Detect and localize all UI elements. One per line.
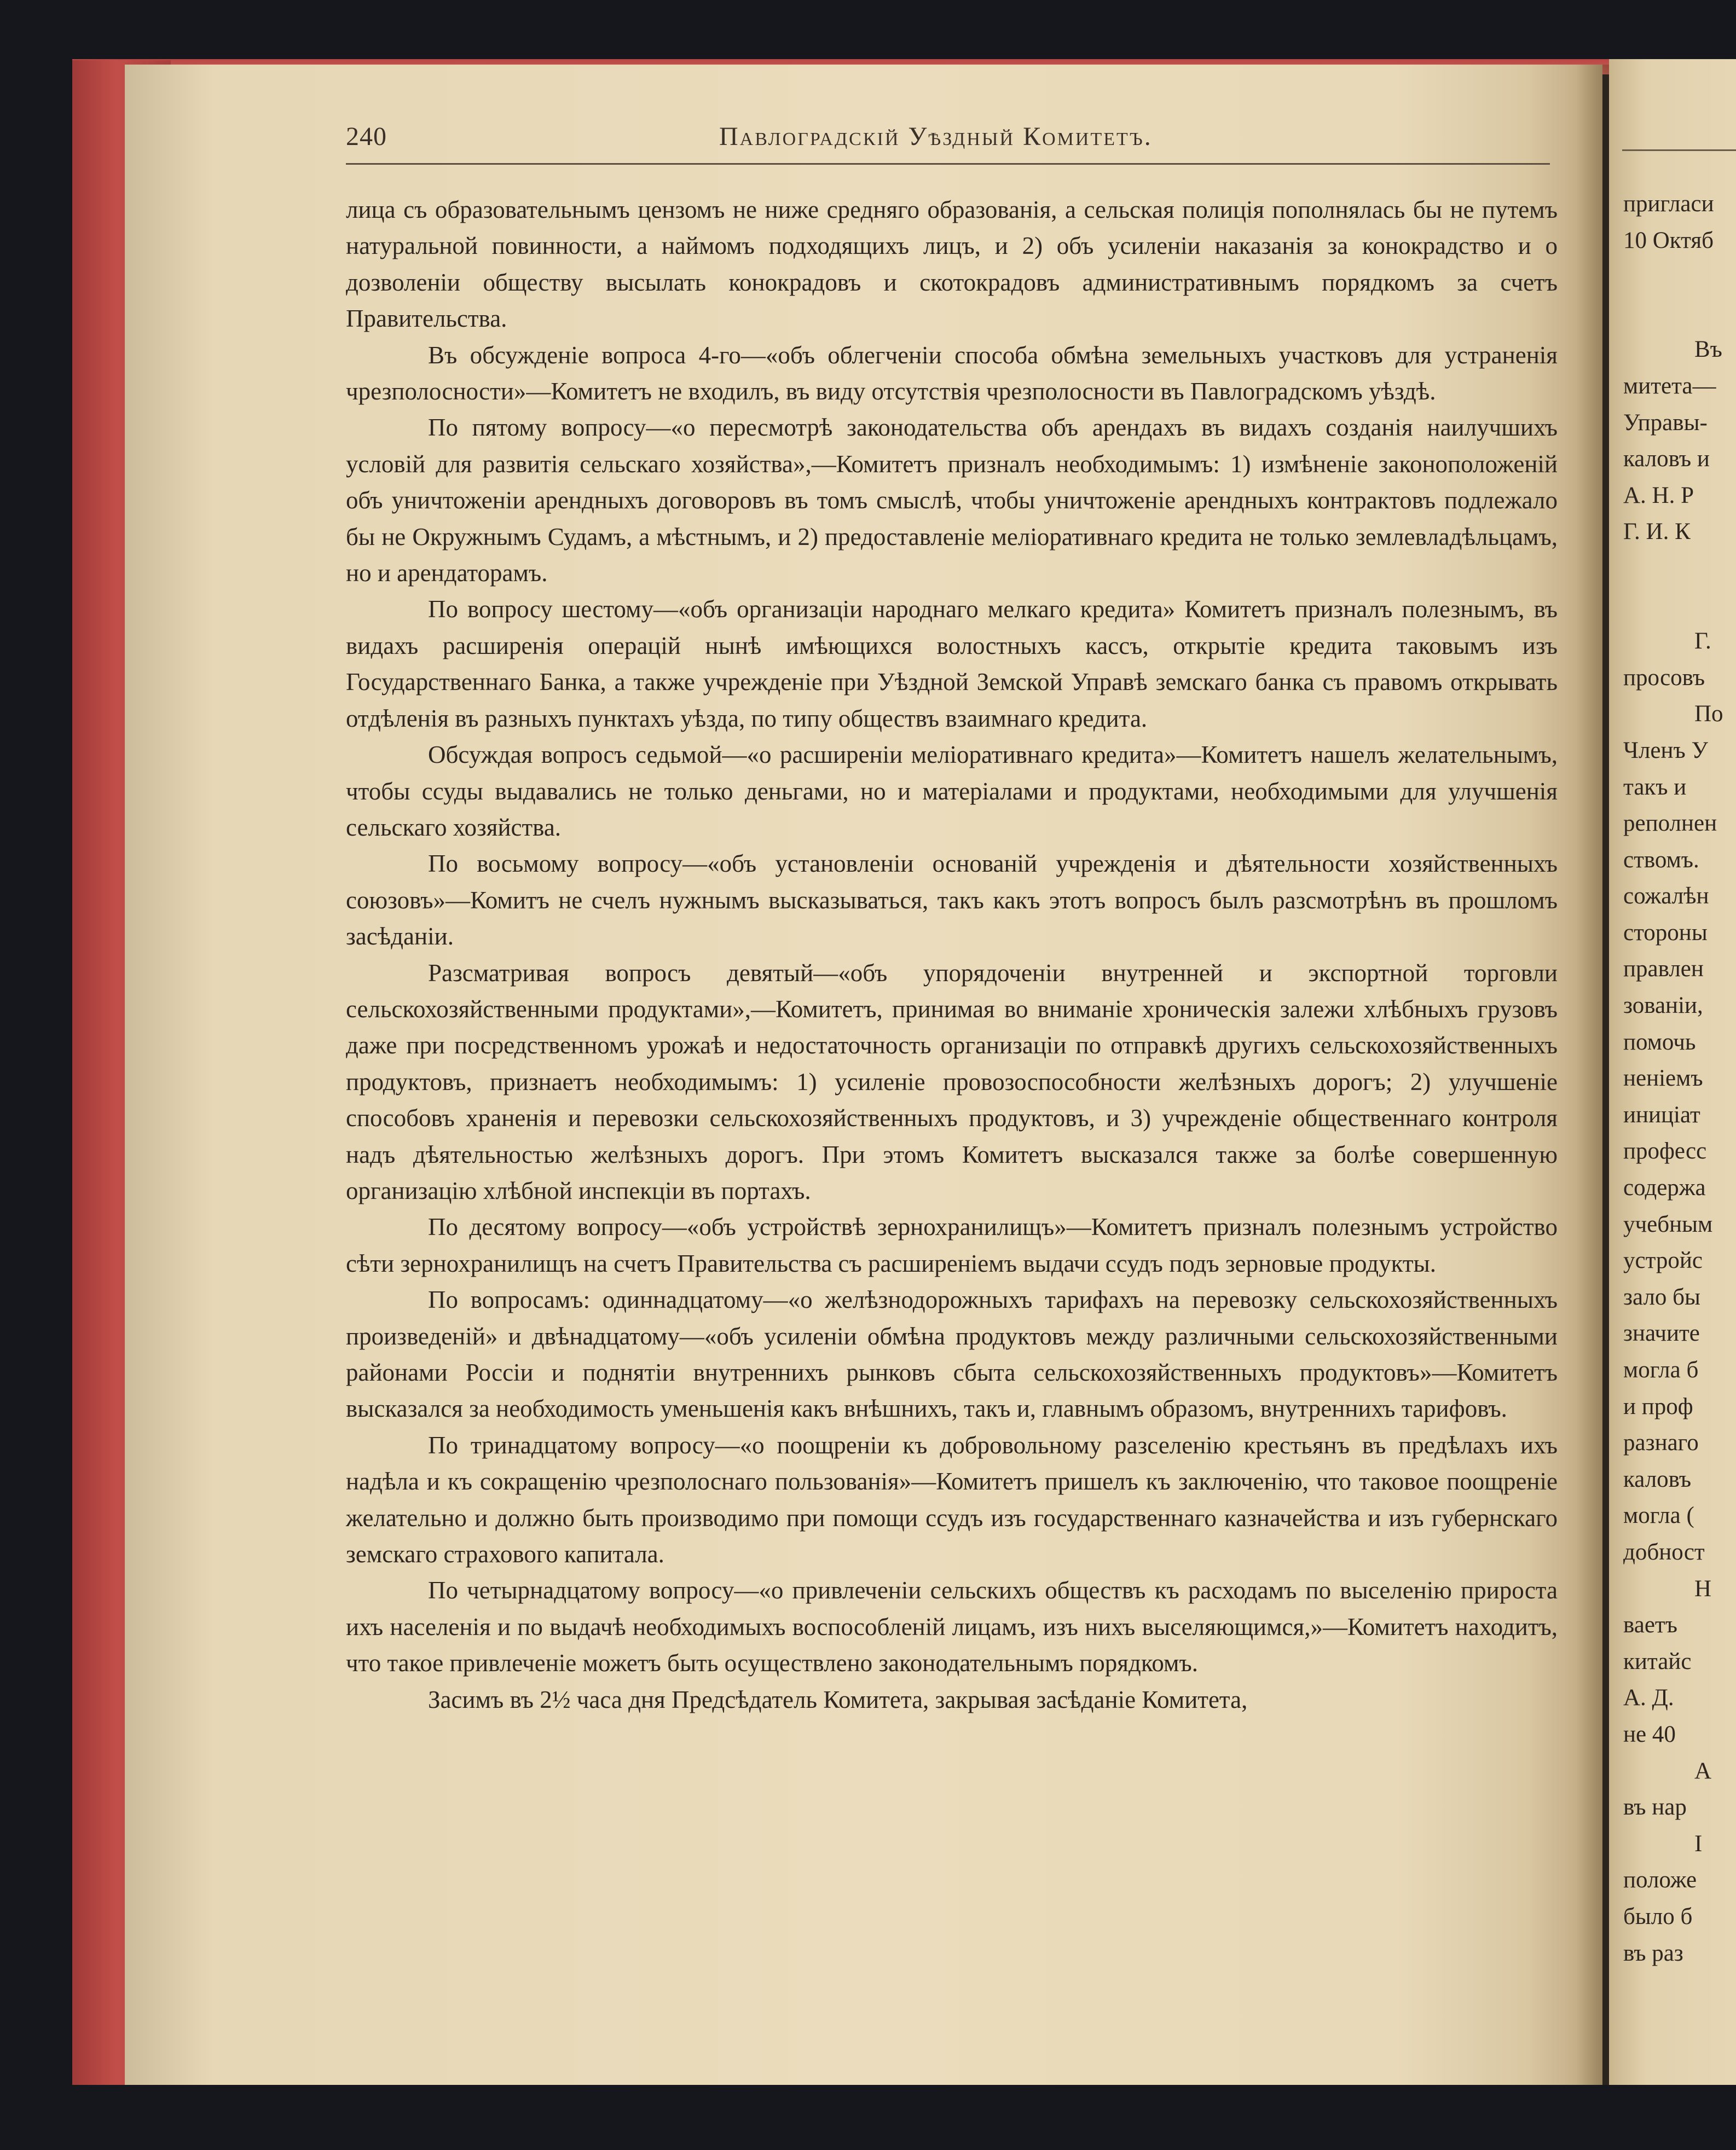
right-page-line: и проф — [1623, 1393, 1693, 1419]
right-page-line: зованіи, — [1623, 993, 1703, 1019]
page-number: 240 — [346, 122, 387, 151]
right-page-header-rule — [1622, 149, 1736, 151]
right-page-line: разнаго — [1623, 1430, 1699, 1456]
right-page-line: было б — [1623, 1903, 1693, 1929]
right-page-line: положе — [1623, 1867, 1697, 1893]
right-page-line: устройс — [1623, 1248, 1703, 1274]
paragraph: лица съ образовательнымъ цензомъ не ниже средняго образованія, а сельская полиція пополнялась бы не путемъ натуральной повинности, а наймомъ подходящихъ лицъ, и 2) объ усиленіи наказанія за конокрадство и о дозволеніи обществу высылать конокрадовъ и скотокрадовъ административнымъ порядкомъ за счетъ Правительства. — [346, 196, 1558, 333]
right-page-line: ствомъ. — [1623, 847, 1699, 873]
right-page-line: Членъ У — [1623, 737, 1708, 763]
header-rule — [346, 163, 1550, 165]
right-page-line: сожалѣн — [1623, 883, 1709, 909]
right-page-line: стороны — [1623, 919, 1708, 946]
paragraph: Разсматривая вопросъ девятый—«объ упорядоченіи внутренней и экспортной торговли сельскохозяйственными продуктами»,—Комитетъ, принимая во вниманіе хроническія залежи хлѣбныхъ грузовъ даже при посредственномъ урожаѣ и недостаточность организаціи по отправкѣ другихъ сельскохозяйственныхъ продуктовъ, признаетъ необходимымъ: 1) усиленіе провозоспособности желѣзныхъ дорогъ; 2) улучшеніе способовъ храненія и перевозки сельскохозяйственныхъ продуктовъ, и 3) учрежденіе общественнаго контроля надъ дѣятельностью желѣзныхъ дорогъ. При этомъ Комитетъ высказался также за болѣе совершенную организацію хлѣбной инспекціи въ портахъ. — [346, 959, 1558, 1204]
right-page-line: могла ( — [1623, 1503, 1694, 1529]
right-page-line: I — [1694, 1830, 1703, 1857]
right-page-line — [1623, 259, 1736, 295]
right-page — [1609, 59, 1736, 2085]
paragraph: Засимъ въ 2½ часа дня Предсѣдатель Комитета, закрывая засѣданіе Комитета, — [428, 1685, 1248, 1713]
right-page-line: Н — [1694, 1575, 1712, 1602]
right-page-line: реполнен — [1623, 810, 1717, 837]
page-body-text — [346, 192, 1558, 1718]
right-page-line: добност — [1623, 1539, 1705, 1565]
right-page-line: иниціат — [1623, 1102, 1700, 1128]
right-page-line: такъ и — [1623, 774, 1687, 800]
right-page-line: въ раз — [1623, 1940, 1683, 1966]
right-page-line: А. Д. — [1623, 1685, 1674, 1711]
right-page-line: значите — [1623, 1320, 1700, 1347]
right-page-line: Г. И. К — [1623, 519, 1691, 545]
right-page-line: въ нар — [1623, 1794, 1687, 1821]
right-page-line: учебным — [1623, 1211, 1713, 1237]
paragraph: Въ обсужденіе вопроса 4-го—«объ облегченіи способа обмѣна земельныхъ участковъ для устраненія чрезполосности»—Комитетъ не входилъ, въ виду отсутствія чрезполосности въ Павлоградскомъ уѣздѣ. — [346, 341, 1558, 405]
page-header — [346, 115, 1550, 164]
right-page-line: помочь — [1623, 1029, 1696, 1055]
paragraph: По четырнадцатому вопросу—«о привлеченіи сельскихъ обществъ къ расходамъ по выселенію прироста ихъ населенія и по выдачѣ необходимыхъ воспособленій лицамъ, изъ нихъ выселяющимся,»—Комитетъ находитъ, что такое привлеченіе можетъ быть осуществлено законодательнымъ порядкомъ. — [346, 1577, 1558, 1677]
running-title: Павлоградскій Уѣздный Комитетъ. — [719, 122, 1153, 151]
paragraph: По вопросамъ: одиннадцатому—«о желѣзнодорожныхъ тарифахъ на перевозку сельскохозяйственныхъ произведеній» и двѣнадцатому—«объ усиленіи обмѣна продуктовъ между различными сельскохозяйственными районами Россіи и поднятіи внутреннихъ рынковъ сбыта сельскохозяйственныхъ продуктовъ»—Комитетъ высказался за необходимость уменьшенія какъ внѣшнихъ, такъ и, главнымъ образомъ, внутреннихъ тарифовъ. — [346, 1286, 1558, 1423]
right-page-line — [1623, 587, 1736, 624]
paragraph: По вопросу шестому—«объ организаціи народнаго мелкаго кредита» Комитетъ призналъ полезнымъ, въ видахъ расширенія операцій нынѣ имѣющихся волостныхъ кассъ, открытіе кредита таковымъ изъ Государственнаго Банка, а также учрежденіе при Уѣздной Земской Управѣ земскаго банка съ правомъ открывать отдѣленія въ разныхъ пунктахъ уѣзда, по типу обществъ взаимнаго кредита. — [346, 595, 1558, 732]
right-page-line: могла б — [1623, 1357, 1699, 1383]
right-page-line: Г. — [1694, 628, 1711, 654]
right-page-line — [1623, 295, 1736, 332]
right-page-line: По — [1694, 701, 1723, 727]
right-page-line: каловъ и — [1623, 446, 1710, 472]
right-page-line: китайс — [1623, 1648, 1692, 1674]
right-page-line: неніемъ — [1623, 1065, 1703, 1092]
right-page-line — [1623, 550, 1736, 587]
right-page-line: зало бы — [1623, 1284, 1700, 1310]
right-page-line: каловъ — [1623, 1466, 1692, 1492]
paragraph: Обсуждая вопросъ седьмой—«о расширеніи меліоративнаго кредита»—Комитетъ нашелъ желательнымъ, чтобы ссуды выдавались не только деньгами, но и матеріалами и продуктами, необходимыми для улучшенія сельскаго хозяйства. — [346, 741, 1558, 841]
right-page-line: правлен — [1623, 956, 1704, 982]
right-page-line: ваетъ — [1623, 1612, 1677, 1638]
right-page-line: Въ — [1694, 337, 1722, 363]
right-page-line: просовъ — [1623, 664, 1705, 691]
right-page-line: не 40 — [1623, 1721, 1676, 1747]
paragraph: По пятому вопросу—«о пересмотрѣ законодательства объ арендахъ въ видахъ созданія наилучшихъ условій для развитія сельскаго хозяйства»,—Комитетъ призналъ необходимымъ: 1) измѣненіе законоположеній объ уничтоженіи арендныхъ договоровъ въ томъ смыслѣ, чтобы уничтоженіе арендныхъ контрактовъ подлежало бы не Окружнымъ Судамъ, а мѣстнымъ, и 2) предоставленіе меліоративнаго кредита не только землевладѣльцамъ, но и арендаторамъ. — [346, 414, 1558, 587]
paragraph: По тринадцатому вопросу—«о поощреніи къ добровольному разселенію крестьянъ въ предѣлахъ ихъ надѣла и къ сокращенію чрезполоснаго пользованія»—Комитетъ пришелъ къ заключенію, что таковое поощреніе желательно и должно быть производимо при помощи ссудъ изъ государственнаго казначейства и изъ губернскаго земскаго страхового капитала. — [346, 1431, 1558, 1568]
right-page-line: 10 Октяб — [1623, 227, 1714, 253]
right-page-line: професс — [1623, 1138, 1707, 1164]
right-page-line: пригласи — [1623, 191, 1714, 217]
right-page-line: содержа — [1623, 1175, 1706, 1201]
right-page-text — [1623, 186, 1736, 1972]
right-page-line: Управы- — [1623, 409, 1708, 436]
right-page-line: А — [1694, 1758, 1712, 1784]
paragraph: По восьмому вопросу—«объ установленіи основаній учрежденія и дѣятельности хозяйственныхъ союзовъ»—Комитъ не счелъ нужнымъ высказываться, такъ какъ этотъ вопросъ былъ разсмотрѣнъ въ прошломъ засѣданіи. — [346, 850, 1558, 951]
right-page-line: А. Н. Р — [1623, 482, 1694, 508]
right-page-line: митета— — [1623, 373, 1716, 399]
paragraph: По десятому вопросу—«объ устройствѣ зернохранилищъ»—Комитетъ призналъ полезнымъ устройство сѣти зернохранилищъ на счетъ Правительства съ расширеніемъ выдачи ссудъ подъ зерновые продукты. — [346, 1213, 1558, 1277]
